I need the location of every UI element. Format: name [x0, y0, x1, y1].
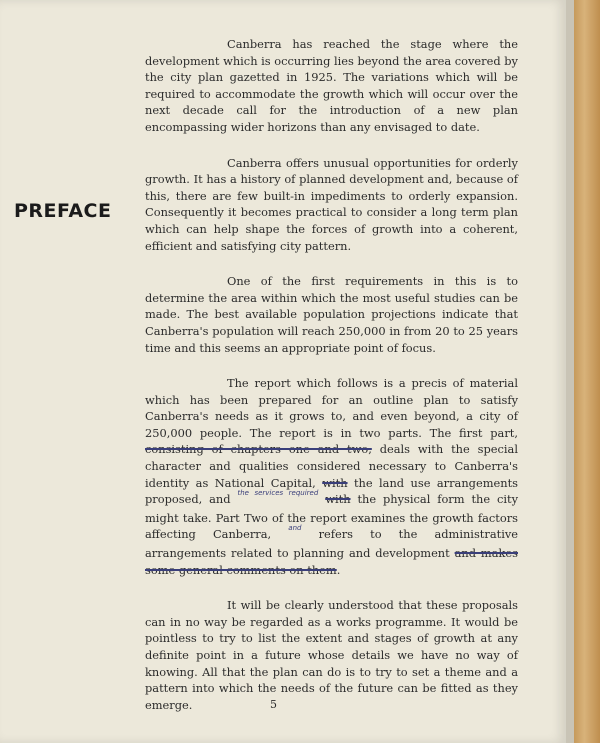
p4-struck-chapters: consisting of chapters one and two,: [145, 442, 372, 457]
preface-heading: PREFACE: [14, 200, 112, 222]
paragraph-2: Canberra offers unusual opportunities for orderly growth. It has a history of planned development and, because of this, there are few built-in impediments to orderly expansion. Consequently it becomes practical to consider a long term plan which can help shape the forces of growth into a coherent, efficient and satisfying city pattern.: [145, 155, 518, 253]
p4-struck-with-1: with: [322, 475, 348, 490]
page-number: 5: [270, 698, 277, 711]
paragraph-4-edited: [145, 375, 518, 578]
preface-body: [145, 36, 518, 732]
handwritten-insert-and: and: [288, 524, 302, 533]
p4-text-3: the land use arrangements proposed, and: [145, 475, 518, 507]
p4-text-5: refers to the administrative arrangements related to planning and development: [145, 527, 519, 561]
cover-edge: [574, 0, 600, 743]
p4-intro: The report which follows is a precis of material which has been prepared for an outline plan to satisfy Canberra's needs as it grows to, and even beyond, a city of 250,000 people. The report is in two parts. The first part,: [145, 376, 518, 440]
paragraph-1: Canberra has reached the stage where the development which is occurring lies beyond the area covered by the city plan gazetted in 1925. The variations which will be required to accommodate the growth which will occur over the next decade call for the introduction of a new plan encompassing wider horizons than any envisaged to date.: [145, 37, 518, 134]
p4-struck-with-2: with: [325, 492, 351, 507]
p4-text-4: the physical form the city might take. Part Two of the report examines the growth factors affecting Canberra,: [145, 492, 519, 542]
p4-period: .: [336, 562, 341, 577]
p4-text-2: deals with the special character and qualities considered necessary to Canberra's identity as National Capital,: [145, 442, 518, 490]
paragraph-5: It will be clearly understood that these proposals can in no way be regarded as a works programme. It would be pointless to try to list the extent and stages of growth at any definite point in a future whose details we have no way of knowing. All that the plan can do is to try to set a theme and a pattern into which the needs of the future can be fitted as they emerge.: [145, 598, 518, 712]
page-edge-shadow: [566, 0, 574, 743]
p4-struck-comments: and makes some general comments on them: [145, 546, 518, 577]
handwritten-insert-services: the services required: [237, 489, 319, 498]
paragraph-3: One of the first requirements in this is to determine the area within which the most useful studies can be made. The best available population projections indicate that Canberra's population will reach 250,000 in from 20 to 25 years time and this seems an appropriate point of focus.: [145, 274, 518, 355]
